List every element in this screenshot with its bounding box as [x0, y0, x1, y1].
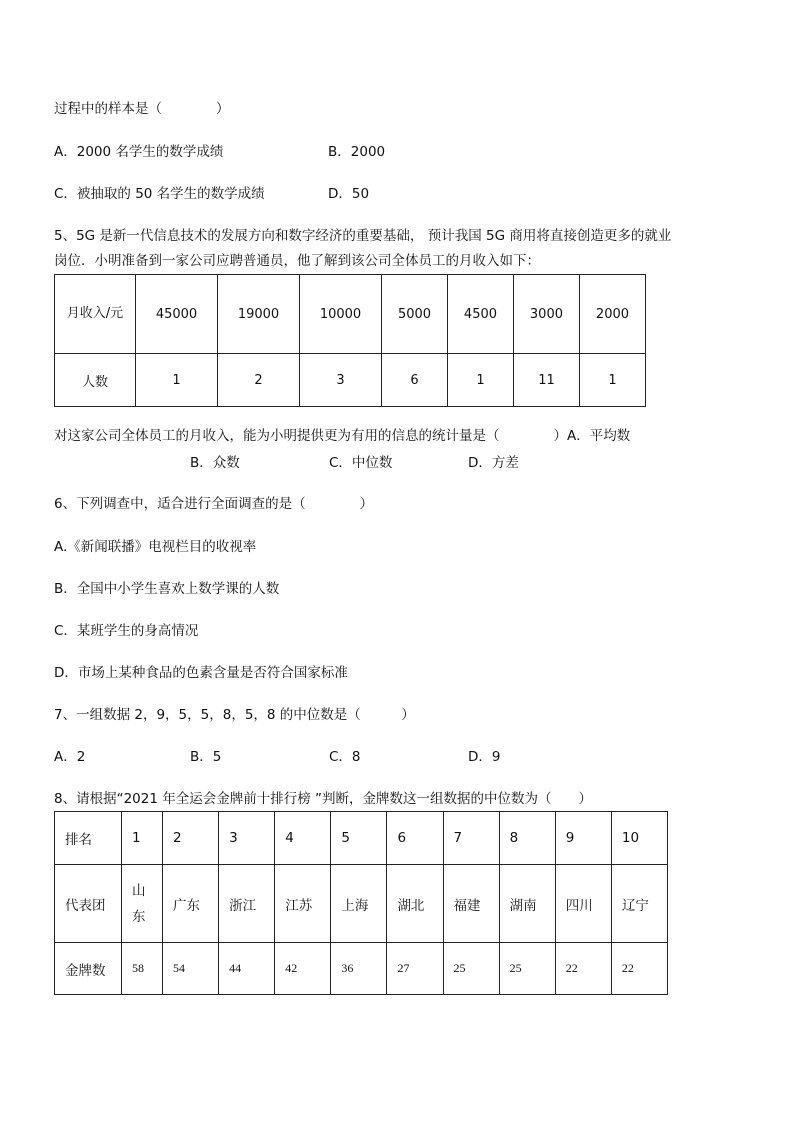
count-row [55, 354, 646, 407]
team-name: 山东 [132, 882, 146, 925]
team-cell: 四川 [555, 865, 611, 943]
team-cell [122, 865, 163, 943]
team-cell: 江苏 [275, 865, 331, 943]
rank-cell: 2 [163, 812, 219, 865]
q4-option-a: A．2000 名学生的数学成绩 [54, 144, 224, 160]
count-cell: 6 [382, 354, 448, 407]
q5-option-d: D．方差 [468, 455, 519, 471]
q6-option-d: D．市场上某种食品的色素含量是否符合国家标准 [54, 665, 348, 681]
count-label-cell: 人数 [55, 354, 136, 407]
count-cell: 1 [447, 354, 513, 407]
q5-option-c: C．中位数 [329, 455, 393, 471]
count-cell: 1 [136, 354, 218, 407]
income-cell: 4500 [447, 275, 513, 354]
team-cell: 上海 [331, 865, 387, 943]
team-cell: 辽宁 [611, 865, 667, 943]
team-cell: 福建 [443, 865, 499, 943]
rank-cell: 5 [331, 812, 387, 865]
team-cell: 湖南 [499, 865, 555, 943]
income-cell: 5000 [382, 275, 448, 354]
medal-cell: 54 [163, 943, 219, 995]
medal-cell: 36 [331, 943, 387, 995]
rank-cell: 4 [275, 812, 331, 865]
q4-option-d: D．50 [328, 186, 370, 202]
count-cell: 1 [579, 354, 645, 407]
count-cell: 2 [218, 354, 300, 407]
q4-stem-continuation: 过程中的样本是（ ） [54, 101, 230, 117]
income-header-label: 月收入/元 [66, 306, 124, 321]
q7-option-c: C．8 [329, 749, 361, 765]
count-cell: 3 [300, 354, 382, 407]
team-cell: 广东 [163, 865, 219, 943]
rank-cell: 6 [387, 812, 443, 865]
income-cell: 19000 [218, 275, 300, 354]
income-row [55, 275, 646, 354]
medal-cell: 25 [499, 943, 555, 995]
medal-table [54, 811, 668, 995]
rank-row [55, 812, 668, 865]
q6-stem: 6、下列调查中，适合进行全面调查的是（ ） [54, 496, 374, 512]
income-cell: 45000 [136, 275, 218, 354]
team-label-cell: 代表团 [55, 865, 122, 943]
medal-cell: 58 [122, 943, 163, 995]
rank-cell: 1 [122, 812, 163, 865]
income-cell: 10000 [300, 275, 382, 354]
income-cell: 3000 [513, 275, 579, 354]
medal-row [55, 943, 668, 995]
q8-stem: 8、请根据“2021 年全运会金牌前十排行榜 ”判断，金牌数这一组数据的中位数为（ ） [54, 791, 593, 807]
income-table [54, 274, 646, 407]
team-cell: 浙江 [219, 865, 275, 943]
count-cell: 11 [513, 354, 579, 407]
q7-stem: 7、一组数据 2，9，5，5，8，5，8 的中位数是（ ） [54, 707, 415, 723]
rank-label-cell: 排名 [55, 812, 122, 865]
rank-cell: 10 [611, 812, 667, 865]
q7-option-d: D．9 [468, 749, 501, 765]
medal-cell: 22 [611, 943, 667, 995]
q7-option-b: B．5 [190, 749, 222, 765]
income-header-cell [55, 275, 136, 354]
medal-cell: 27 [387, 943, 443, 995]
q4-option-b: B．2000 [328, 144, 386, 160]
medal-cell: 25 [443, 943, 499, 995]
medal-cell: 42 [275, 943, 331, 995]
rank-cell: 3 [219, 812, 275, 865]
q6-option-c: C．某班学生的身高情况 [54, 623, 199, 639]
q6-option-b: B．全国中小学生喜欢上数学课的人数 [54, 581, 280, 597]
q5-stem-line2: 岗位．小明准备到一家公司应聘普通员，他了解到该公司全体员工的月收入如下： [54, 253, 540, 269]
medal-cell: 22 [555, 943, 611, 995]
rank-cell: 8 [499, 812, 555, 865]
q4-option-c: C．被抽取的 50 名学生的数学成绩 [54, 186, 265, 202]
q5-option-b: B．众数 [190, 455, 240, 471]
q5-stem-line1: 5、5G 是新一代信息技术的发展方向和数字经济的重要基础， 预计我国 5G 商用将直接创造更多的就业 [54, 228, 672, 244]
rank-cell: 7 [443, 812, 499, 865]
q6-option-a: A.《新闻联播》电视栏目的收视率 [54, 539, 257, 555]
q5-question: 对这家公司全体员工的月收入，能为小明提供更为有用的信息的统计量是（ ）A．平均数 [54, 428, 631, 444]
rank-cell: 9 [555, 812, 611, 865]
income-cell: 2000 [579, 275, 645, 354]
team-cell: 湖北 [387, 865, 443, 943]
medal-cell: 44 [219, 943, 275, 995]
medal-label-cell: 金牌数 [55, 943, 122, 995]
q7-option-a: A．2 [54, 749, 86, 765]
team-row [55, 865, 668, 943]
